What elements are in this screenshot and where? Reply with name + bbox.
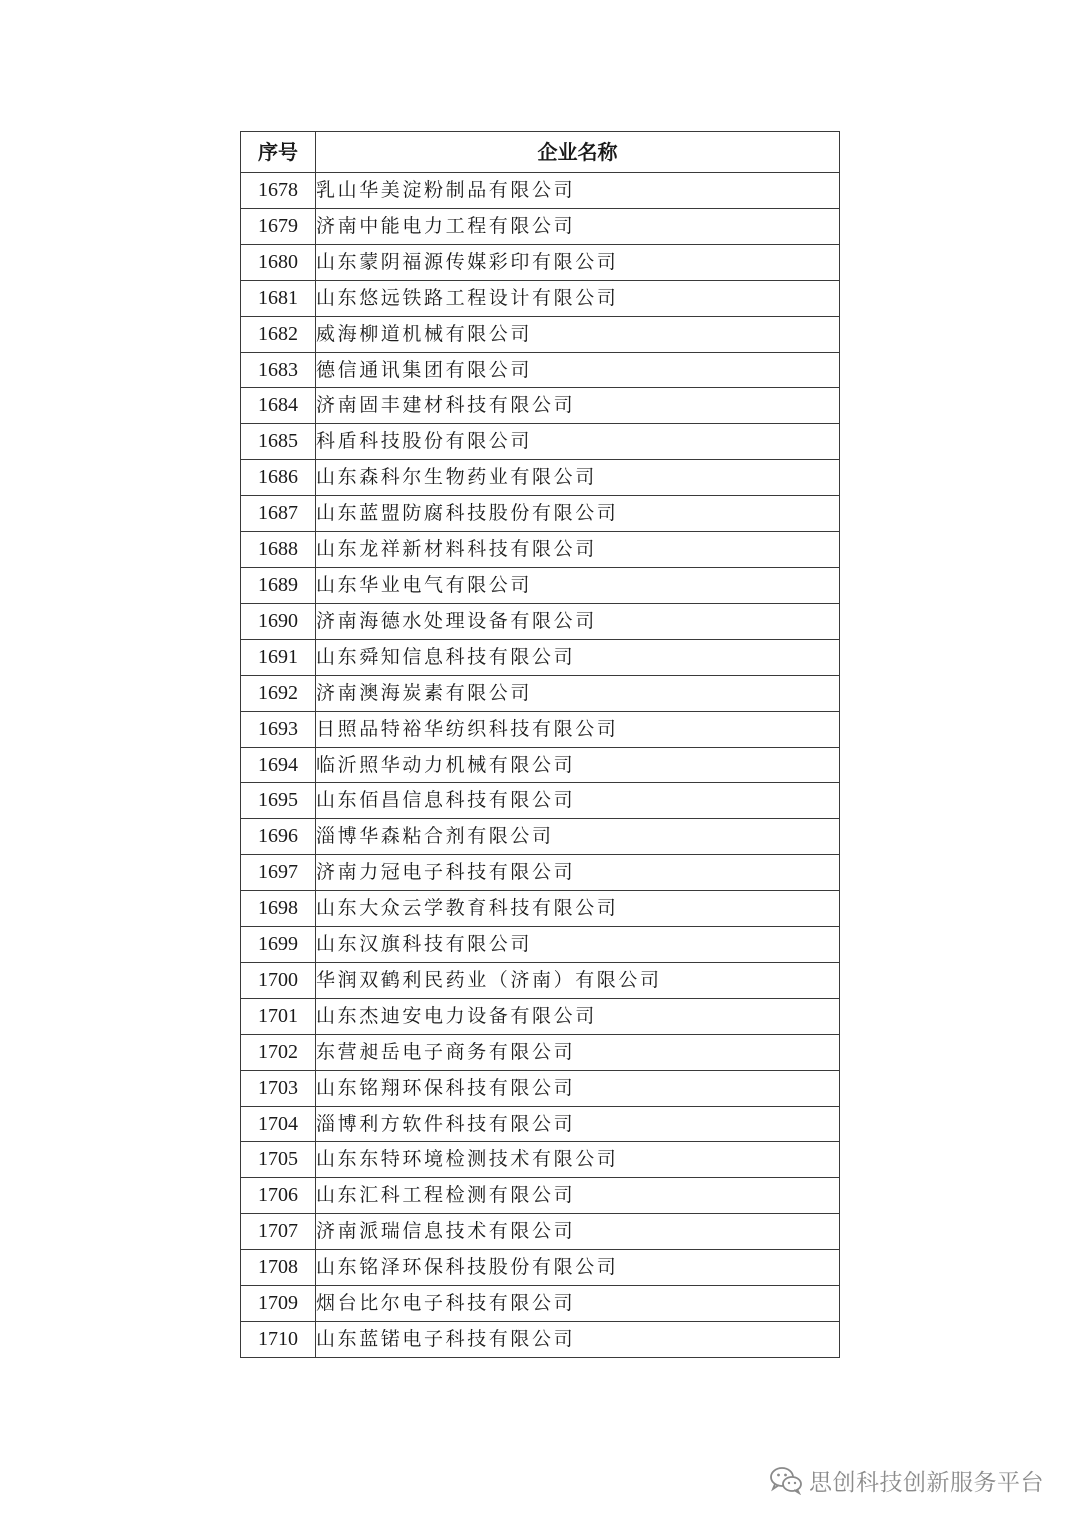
- table-row: [241, 208, 840, 244]
- row-company-name: 山东悠远铁路工程设计有限公司: [316, 280, 840, 316]
- row-index: 1682: [241, 316, 316, 352]
- table-row: [241, 603, 840, 639]
- row-company-name: 德信通讯集团有限公司: [316, 352, 840, 388]
- table-row: [241, 173, 840, 209]
- table-row: [241, 855, 840, 891]
- row-company-name: 济南澳海炭素有限公司: [316, 675, 840, 711]
- row-company-name: 山东铭泽环保科技股份有限公司: [316, 1250, 840, 1286]
- row-index: 1690: [241, 603, 316, 639]
- row-company-name: 山东舜知信息科技有限公司: [316, 639, 840, 675]
- watermark-text: 思创科技创新服务平台: [809, 1469, 1044, 1496]
- row-index: 1693: [241, 711, 316, 747]
- table-row: [241, 1178, 840, 1214]
- row-index: 1701: [241, 998, 316, 1034]
- row-index: 1700: [241, 962, 316, 998]
- row-company-name: 山东森科尔生物药业有限公司: [316, 460, 840, 496]
- table-row: [241, 388, 840, 424]
- table-row: [241, 711, 840, 747]
- row-company-name: 山东铭翔环保科技有限公司: [316, 1070, 840, 1106]
- table-row: [241, 1034, 840, 1070]
- row-company-name: 济南力冠电子科技有限公司: [316, 855, 840, 891]
- table-header-row: [241, 132, 840, 173]
- row-company-name: 威海柳道机械有限公司: [316, 316, 840, 352]
- table-row: [241, 962, 840, 998]
- row-index: 1689: [241, 567, 316, 603]
- table-row: [241, 532, 840, 568]
- row-index: 1681: [241, 280, 316, 316]
- row-company-name: 日照品特裕华纺织科技有限公司: [316, 711, 840, 747]
- row-company-name: 山东大众云学教育科技有限公司: [316, 891, 840, 927]
- row-index: 1710: [241, 1322, 316, 1358]
- row-index: 1709: [241, 1286, 316, 1322]
- table-row: [241, 927, 840, 963]
- table-row: [241, 747, 840, 783]
- row-company-name: 山东杰迪安电力设备有限公司: [316, 998, 840, 1034]
- table-row: [241, 1142, 840, 1178]
- row-company-name: 山东蓝盟防腐科技股份有限公司: [316, 496, 840, 532]
- row-company-name: 乳山华美淀粉制品有限公司: [316, 173, 840, 209]
- table-row: [241, 424, 840, 460]
- row-index: 1695: [241, 783, 316, 819]
- table-row: [241, 675, 840, 711]
- row-index: 1687: [241, 496, 316, 532]
- row-company-name: 科盾科技股份有限公司: [316, 424, 840, 460]
- row-company-name: 临沂照华动力机械有限公司: [316, 747, 840, 783]
- row-company-name: 东营昶岳电子商务有限公司: [316, 1034, 840, 1070]
- table-row: [241, 280, 840, 316]
- wechat-icon: [769, 1465, 803, 1495]
- row-index: 1699: [241, 927, 316, 963]
- row-index: 1694: [241, 747, 316, 783]
- row-index: 1678: [241, 173, 316, 209]
- table-row: [241, 819, 840, 855]
- row-index: 1684: [241, 388, 316, 424]
- table-row: [241, 1214, 840, 1250]
- table-row: [241, 352, 840, 388]
- row-company-name: 济南派瑞信息技术有限公司: [316, 1214, 840, 1250]
- header-index: 序号: [241, 132, 316, 173]
- row-company-name: 山东佰昌信息科技有限公司: [316, 783, 840, 819]
- row-company-name: 烟台比尔电子科技有限公司: [316, 1286, 840, 1322]
- table-row: [241, 891, 840, 927]
- table-row: [241, 1070, 840, 1106]
- row-index: 1698: [241, 891, 316, 927]
- table-row: [241, 316, 840, 352]
- company-table: [240, 131, 840, 1358]
- table-row: [241, 998, 840, 1034]
- row-index: 1702: [241, 1034, 316, 1070]
- header-company-name: 企业名称: [316, 132, 840, 173]
- row-company-name: 山东华业电气有限公司: [316, 567, 840, 603]
- row-index: 1688: [241, 532, 316, 568]
- row-index: 1703: [241, 1070, 316, 1106]
- row-index: 1706: [241, 1178, 316, 1214]
- table-row: [241, 244, 840, 280]
- row-company-name: 山东蓝锘电子科技有限公司: [316, 1322, 840, 1358]
- row-index: 1679: [241, 208, 316, 244]
- row-index: 1683: [241, 352, 316, 388]
- row-index: 1685: [241, 424, 316, 460]
- row-company-name: 淄博利方软件科技有限公司: [316, 1106, 840, 1142]
- table-row: [241, 1250, 840, 1286]
- row-company-name: 山东汇科工程检测有限公司: [316, 1178, 840, 1214]
- table-row: [241, 639, 840, 675]
- row-company-name: 济南固丰建材科技有限公司: [316, 388, 840, 424]
- row-index: 1692: [241, 675, 316, 711]
- table-row: [241, 783, 840, 819]
- table-row: [241, 460, 840, 496]
- row-index: 1697: [241, 855, 316, 891]
- table-row: [241, 567, 840, 603]
- table-row: [241, 496, 840, 532]
- table-body: [241, 173, 840, 1358]
- row-company-name: 济南中能电力工程有限公司: [316, 208, 840, 244]
- row-company-name: 淄博华森粘合剂有限公司: [316, 819, 840, 855]
- row-company-name: 济南海德水处理设备有限公司: [316, 603, 840, 639]
- row-company-name: 山东东特环境检测技术有限公司: [316, 1142, 840, 1178]
- row-index: 1691: [241, 639, 316, 675]
- table-row: [241, 1106, 840, 1142]
- table-row: [241, 1322, 840, 1358]
- row-company-name: 山东蒙阴福源传媒彩印有限公司: [316, 244, 840, 280]
- row-company-name: 华润双鹤利民药业（济南）有限公司: [316, 962, 840, 998]
- row-company-name: 山东龙祥新材料科技有限公司: [316, 532, 840, 568]
- row-index: 1705: [241, 1142, 316, 1178]
- table-row: [241, 1286, 840, 1322]
- row-index: 1686: [241, 460, 316, 496]
- row-index: 1696: [241, 819, 316, 855]
- row-company-name: 山东汉旗科技有限公司: [316, 927, 840, 963]
- row-index: 1680: [241, 244, 316, 280]
- row-index: 1704: [241, 1106, 316, 1142]
- row-index: 1707: [241, 1214, 316, 1250]
- wechat-watermark: [769, 1463, 1044, 1497]
- row-index: 1708: [241, 1250, 316, 1286]
